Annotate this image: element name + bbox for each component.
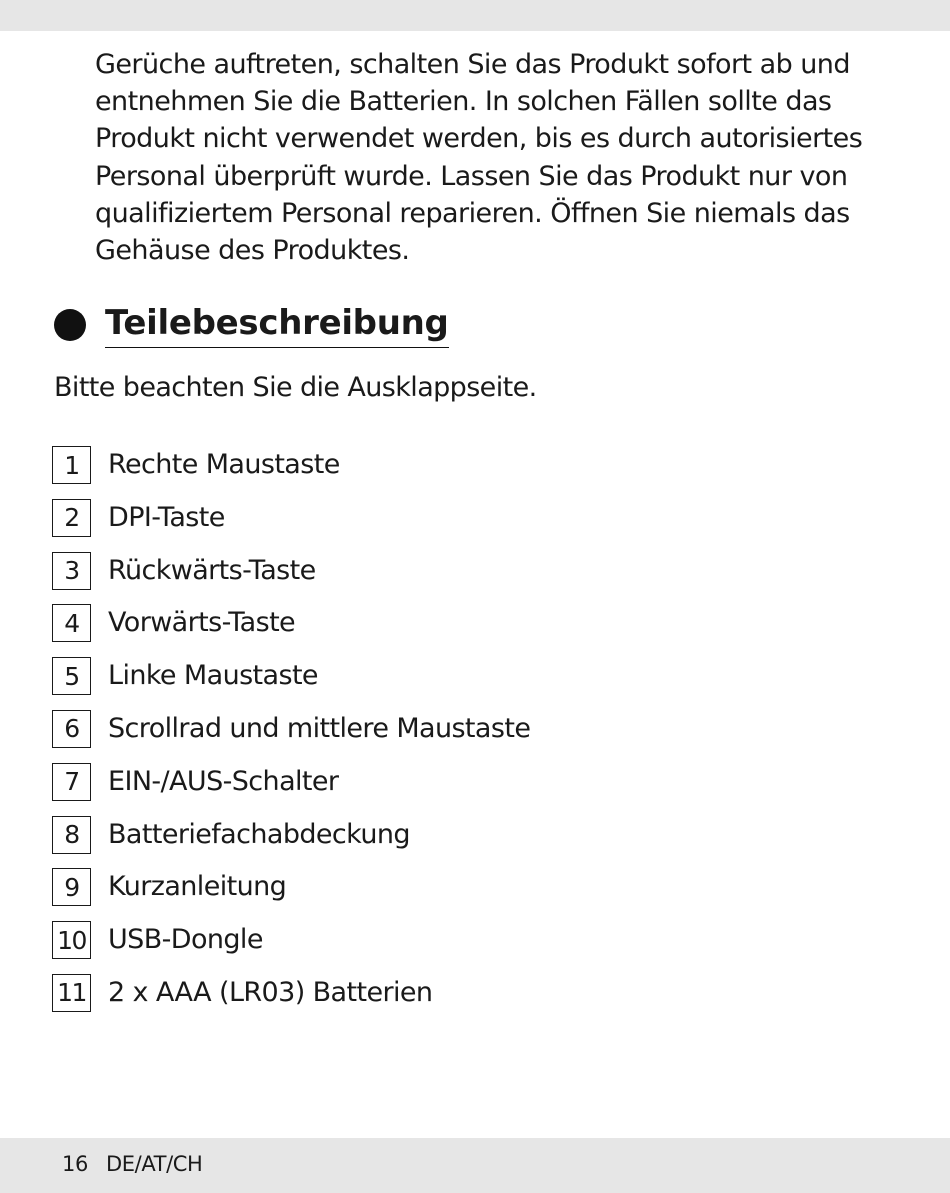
part-label: Linke Maustaste xyxy=(108,660,318,692)
part-label: DPI-Taste xyxy=(108,501,225,533)
paragraph-line: entnehmen Sie die Batterien. In solchen Fällen sollte das xyxy=(95,86,832,118)
part-number-box: 5 xyxy=(52,657,91,695)
paragraph-line: Gerüche auftreten, schalten Sie das Produkt sofort ab und xyxy=(95,49,850,80)
part-label: Rechte Maustaste xyxy=(108,449,340,480)
section-title: Teilebeschreibung xyxy=(105,303,449,348)
list-item xyxy=(52,974,530,1027)
list-item xyxy=(52,446,530,499)
part-label: Scrollrad und mittlere Maustaste xyxy=(108,712,531,744)
part-label: Vorwärts-Taste xyxy=(108,607,296,639)
paragraph-line: qualifiziertem Personal reparieren. Öffnen Sie niemals das xyxy=(95,197,850,229)
part-label: Kurzanleitung xyxy=(108,871,287,903)
list-item xyxy=(52,710,530,763)
bullet-icon xyxy=(54,309,86,341)
header-band xyxy=(0,0,950,31)
safety-paragraph xyxy=(95,46,895,269)
part-number-box: 9 xyxy=(52,868,91,906)
part-number-box: 4 xyxy=(52,604,91,642)
paragraph-line: Personal überprüft wurde. Lassen Sie das Produkt nur von xyxy=(95,160,848,192)
part-label: USB-Dongle xyxy=(108,924,263,956)
part-label: 2 x AAA (LR03) Batterien xyxy=(108,976,433,1008)
section-instruction: Bitte beachten Sie die Ausklappseite. xyxy=(54,372,537,403)
part-number-box: 2 xyxy=(52,499,91,537)
paragraph-line: Produkt nicht verwendet werden, bis es durch autorisiertes xyxy=(95,123,863,155)
part-number-box: 8 xyxy=(52,816,91,854)
part-label: EIN-/AUS-Schalter xyxy=(108,765,339,797)
list-item xyxy=(52,763,530,816)
list-item xyxy=(52,657,530,710)
section-heading xyxy=(54,295,449,355)
parts-list xyxy=(52,446,530,1027)
part-label: Rückwärts-Taste xyxy=(108,554,316,586)
paragraph-line: Gehäuse des Produktes. xyxy=(95,235,410,267)
list-item xyxy=(52,816,530,869)
part-number-box: 7 xyxy=(52,763,91,801)
part-number-box: 3 xyxy=(52,552,91,590)
part-label: Batteriefachabdeckung xyxy=(108,818,410,850)
list-item xyxy=(52,868,530,921)
page-number: 16 xyxy=(62,1152,88,1176)
list-item xyxy=(52,604,530,657)
part-number-box: 1 xyxy=(52,446,91,484)
part-number-box: 10 xyxy=(52,921,91,959)
list-item xyxy=(52,499,530,552)
part-number-box: 6 xyxy=(52,710,91,748)
part-number-box: 11 xyxy=(52,974,91,1012)
list-item xyxy=(52,921,530,974)
region-label: DE/AT/CH xyxy=(106,1152,203,1176)
list-item xyxy=(52,552,530,605)
